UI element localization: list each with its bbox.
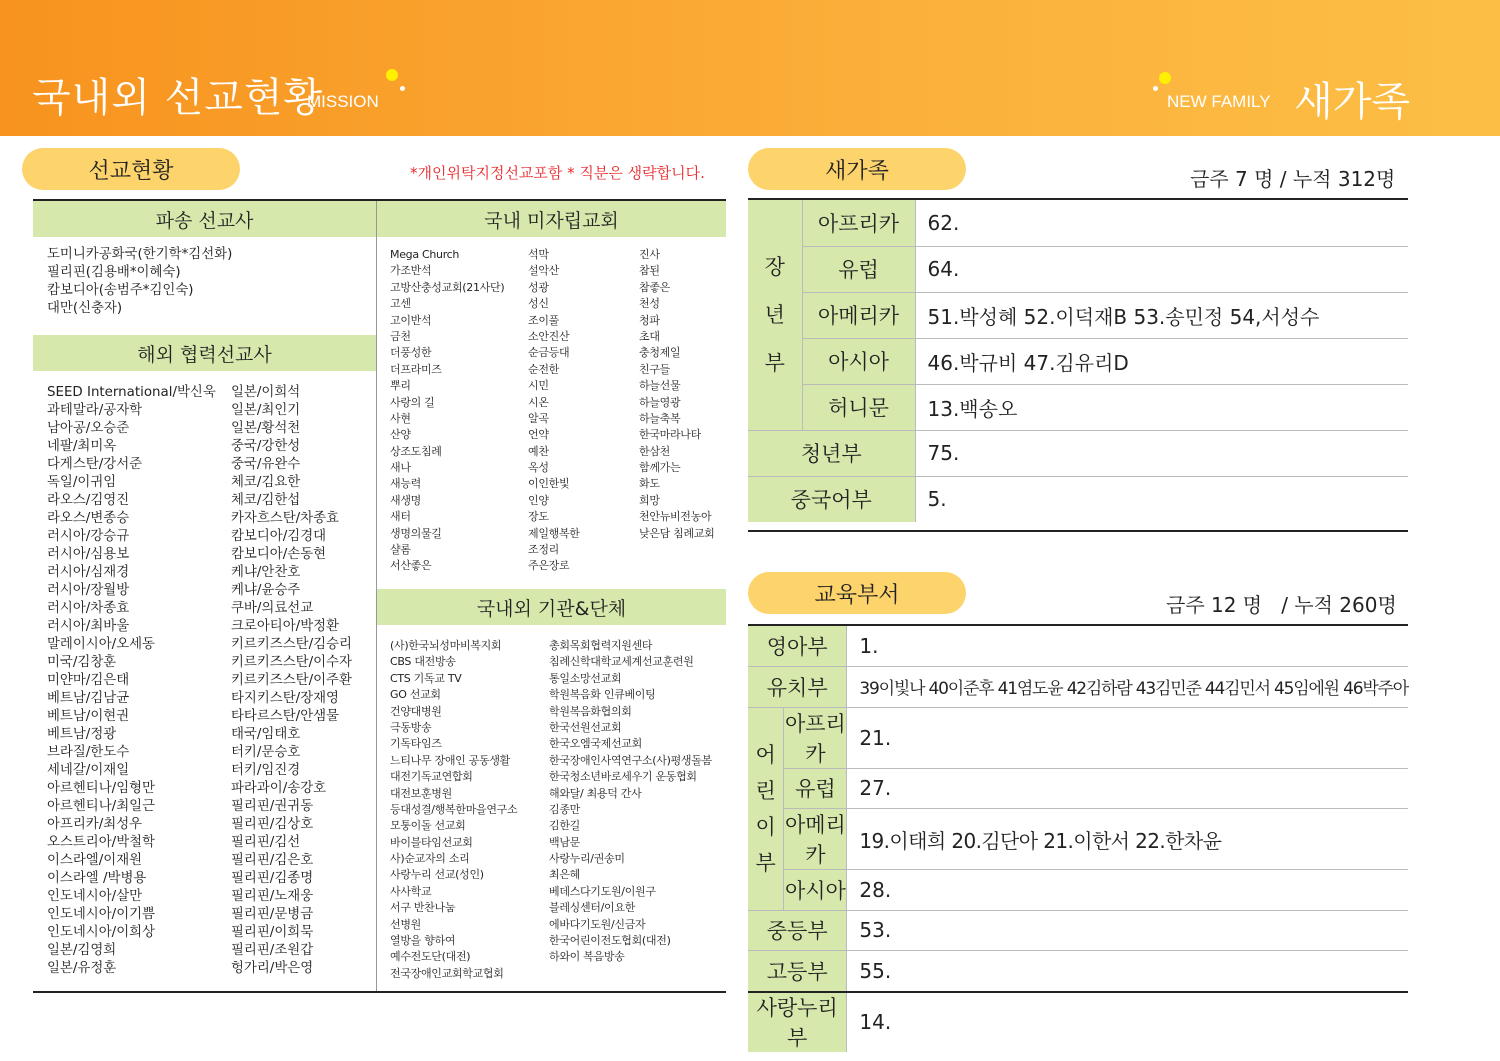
orgs-heading: 국내외 기관&단체 xyxy=(377,589,726,625)
row-label: 허니문 xyxy=(802,384,915,430)
orgs-list-col2 xyxy=(549,638,712,966)
list-item: 한국청소년바로세우기 운동협회 xyxy=(549,770,697,784)
list-item: 캄보디아/손동현 xyxy=(231,547,327,562)
row-label: 중등부 xyxy=(748,910,847,951)
list-item: 언약 xyxy=(528,428,549,442)
list-item: 필리핀/김상호 xyxy=(231,817,314,832)
list-item: 침례신학대학교세계선교훈련원 xyxy=(549,655,694,669)
row-label: 고등부 xyxy=(748,951,847,992)
list-item: 일본/김영희 xyxy=(47,943,117,958)
row-label: 아시아 xyxy=(784,870,847,911)
list-item: 아르헨티나/최일근 xyxy=(47,799,155,814)
list-item: 김한길 xyxy=(549,819,580,833)
list-item: 사랑누리 선교(성인) xyxy=(390,868,484,882)
row-label: 청년부 xyxy=(748,430,915,476)
list-item: 더풍성한 xyxy=(390,346,432,360)
row-value: 13.백송오 xyxy=(915,384,1408,430)
list-item: 러시아/차종효 xyxy=(47,601,130,616)
list-item: 성신 xyxy=(528,297,549,311)
list-item: 캄보디아/김경대 xyxy=(231,529,327,544)
row-label: 사랑누리부 xyxy=(748,991,847,1052)
list-item: 도미니카공화국(한기학*김선화) xyxy=(47,247,233,262)
list-item: 인도네시아/이희상 xyxy=(47,925,155,940)
row-value: 75. xyxy=(915,430,1408,476)
dispatched-heading: 파송 선교사 xyxy=(33,201,376,237)
dispatched-list xyxy=(47,246,232,318)
list-item: 고방산충성교회(21사단) xyxy=(390,280,505,294)
list-item: 과테말라/공자학 xyxy=(47,403,143,418)
list-item: 기독타임즈 xyxy=(390,737,442,751)
list-item: 건양대병원 xyxy=(390,704,442,718)
list-item: 등대성결/행복한마을연구소 xyxy=(390,802,518,816)
list-item: 필리핀/이희묵 xyxy=(231,925,314,940)
list-item: 학원복음화 인큐베이팅 xyxy=(549,688,656,702)
list-item: 소안진산 xyxy=(528,329,570,343)
list-item: 충청제일 xyxy=(639,346,681,360)
list-item: 타타르스탄/안샘물 xyxy=(231,709,339,724)
list-item: 필리핀(김용배*이혜숙) xyxy=(47,265,181,280)
yellow-dot-icon xyxy=(1159,72,1171,84)
row-value: 51.박성혜 52.이덕재B 53.송민정 54,서성수 xyxy=(915,292,1408,338)
newfamily-title: 새가족 xyxy=(1294,79,1410,125)
list-item: 산양 xyxy=(390,428,411,442)
list-item: 가조반석 xyxy=(390,264,432,278)
list-item: 러시아/심용보 xyxy=(47,547,130,562)
list-item: 필리핀/문병금 xyxy=(231,907,314,922)
list-item: 함께가는 xyxy=(639,461,681,475)
list-item: SEED International/박신욱 xyxy=(47,385,216,400)
orgs-list-col1 xyxy=(390,638,517,982)
row-value: 28. xyxy=(847,870,1408,911)
newfamily-subtitle: NEW FAMILY xyxy=(1167,92,1271,111)
list-item: 케냐/안찬호 xyxy=(231,565,301,580)
list-item: 금천 xyxy=(390,329,411,343)
list-item: 인도네시아/살만 xyxy=(47,889,143,904)
list-item: 사랑누리/권송미 xyxy=(549,852,625,866)
list-item: 독일/이귀임 xyxy=(47,475,117,490)
newfamily-pill: 새가족 xyxy=(748,148,966,190)
row-value: 46.박규비 47.김유리D xyxy=(915,338,1408,384)
list-item: 조정리 xyxy=(528,543,559,557)
list-item: 고센 xyxy=(390,297,411,311)
list-item: 아르헨티나/임형만 xyxy=(47,781,155,796)
list-item: 체코/김요한 xyxy=(231,475,301,490)
list-item: 초대 xyxy=(639,329,660,343)
mission-subtitle: MISSION xyxy=(307,92,379,111)
list-item: 시온 xyxy=(528,395,549,409)
list-item: CTS 기독교 TV xyxy=(390,671,462,685)
row-label: 유럽 xyxy=(802,246,915,292)
list-item: 일본/이희석 xyxy=(231,385,301,400)
list-item: 필리핀/노재웅 xyxy=(231,889,314,904)
adult-group-label: 장 년 부 xyxy=(748,200,802,430)
list-item: 친구들 xyxy=(639,362,670,376)
list-item: 러시아/심재경 xyxy=(47,565,130,580)
list-item: 세네갈/이재일 xyxy=(47,763,130,778)
list-item: 사랑의 길 xyxy=(390,395,435,409)
list-item: 백남문 xyxy=(549,835,580,849)
list-item: 키르키즈스탄/이수자 xyxy=(231,655,352,670)
list-item: 일본/황석천 xyxy=(231,421,301,436)
list-item: 서산좋은 xyxy=(390,559,432,573)
row-value: 14. xyxy=(859,1009,892,1034)
list-item: 하와이 복음방송 xyxy=(549,950,625,964)
list-item: 필리핀/권귀동 xyxy=(231,799,314,814)
list-item: 주은장로 xyxy=(528,559,570,573)
row-label: 유치부 xyxy=(748,667,847,708)
row-value: 19.이태희 20.김단아 21.이한서 22.한차윤 xyxy=(847,809,1408,870)
list-item: 남아공/오승준 xyxy=(47,421,130,436)
row-label: 아프리카 xyxy=(802,200,915,246)
list-item: 베트남/김남균 xyxy=(47,691,130,706)
list-item: 더프라미즈 xyxy=(390,362,442,376)
list-item: 사)순교자의 소리 xyxy=(390,852,470,866)
list-item: 필리핀/김선 xyxy=(231,835,301,850)
yellow-dot-icon xyxy=(386,69,398,81)
list-item: 제일행복한 xyxy=(528,526,580,540)
list-item: 학원복음화협의회 xyxy=(549,704,632,718)
list-item: 희망 xyxy=(639,493,660,507)
list-item: 옥성 xyxy=(528,461,549,475)
divider xyxy=(748,530,1408,532)
list-item: 대전보훈병원 xyxy=(390,786,452,800)
newfamily-count: 금주 7 명 / 누적 312명 xyxy=(1190,167,1396,191)
list-item: CBS 대전방송 xyxy=(390,655,456,669)
white-dot-icon xyxy=(400,86,405,91)
list-item: 말레이시아/오세동 xyxy=(47,637,155,652)
list-item: 러시아/장월방 xyxy=(47,583,130,598)
list-item: 이스라엘 /박병용 xyxy=(47,871,147,886)
list-item: 캄보디아(송범주*김인숙) xyxy=(47,283,194,298)
list-item: 새생명 xyxy=(390,493,421,507)
list-item: 라오스/김영진 xyxy=(47,493,130,508)
list-item: 이스라엘/이재원 xyxy=(47,853,143,868)
list-item: 한국마라나타 xyxy=(639,428,701,442)
list-item: 파라과이/송강호 xyxy=(231,781,327,796)
list-item: 화도 xyxy=(639,477,660,491)
list-item: 설악산 xyxy=(528,264,559,278)
list-item: 케냐/윤승주 xyxy=(231,583,301,598)
list-item: 대전기독교연합회 xyxy=(390,770,473,784)
list-item: 진사 xyxy=(639,248,660,261)
divider xyxy=(33,991,726,993)
list-item: 중국/강한성 xyxy=(231,439,301,454)
row-value: 53. xyxy=(847,910,1408,951)
list-item: 통일소망선교회 xyxy=(549,671,622,685)
row-label: 아메리카 xyxy=(802,292,915,338)
list-item: 생명의물길 xyxy=(390,526,442,540)
row-value: 55. xyxy=(847,951,1408,992)
list-item: 사사학교 xyxy=(390,884,432,898)
list-item: 러시아/강승규 xyxy=(47,529,130,544)
list-item: 김종만 xyxy=(549,802,580,816)
domestic-list-col3 xyxy=(639,247,714,542)
list-item: 한국장애인사역연구소(사)평생돌봄 xyxy=(549,753,712,767)
white-dot-icon xyxy=(1153,86,1158,91)
header-banner xyxy=(0,0,1500,136)
list-item: 터키/문승호 xyxy=(231,745,301,760)
education-pill: 교육부서 xyxy=(748,572,966,614)
list-item: 낮은담 침례교회 xyxy=(639,526,715,540)
row-value: 39이빛나 40이준후 41염도윤 42김하람 43김민준 44김민서 45임에원 46박주아 xyxy=(847,667,1408,708)
list-item: 다게스탄/강서준 xyxy=(47,457,143,472)
overseas-heading: 해외 협력선교사 xyxy=(33,335,376,371)
list-item: 이인한빛 xyxy=(528,477,570,491)
list-item: 천성 xyxy=(639,297,660,311)
list-item: 헝가리/박은영 xyxy=(231,961,314,976)
overseas-list-col1 xyxy=(47,384,216,978)
list-item: 인양 xyxy=(528,493,549,507)
list-item: 해와달/ 최용덕 간사 xyxy=(549,786,642,800)
list-item: 라오스/변종승 xyxy=(47,511,130,526)
list-item: 네팔/최미옥 xyxy=(47,439,117,454)
list-item: 미얀마/김은태 xyxy=(47,673,130,688)
list-item: 새터 xyxy=(390,510,411,524)
row-label: 아프리카 xyxy=(784,707,847,768)
row-label: 중국어부 xyxy=(748,476,915,522)
list-item: 예수전도단(대전) xyxy=(390,950,471,964)
row-label: 영아부 xyxy=(748,626,847,667)
row-label: 유럽 xyxy=(784,768,847,809)
list-item: 카자흐스탄/차종효 xyxy=(231,511,339,526)
list-item: 일본/최인기 xyxy=(231,403,301,418)
list-item: 한국오엠국제선교회 xyxy=(549,737,642,751)
list-item: 천안뉴비전농아 xyxy=(639,510,712,524)
list-item: 바이블타임선교회 xyxy=(390,835,473,849)
list-item: 순금등대 xyxy=(528,346,570,360)
list-item: 서구 반찬나눔 xyxy=(390,901,456,915)
list-item: 하늘축복 xyxy=(639,411,681,425)
list-item: 베트남/이현권 xyxy=(47,709,130,724)
list-item: 총회목회협력지원센타 xyxy=(549,639,653,652)
list-item: 한국선원선교회 xyxy=(549,720,622,734)
list-item: 터키/임진경 xyxy=(231,763,301,778)
list-item: 미국/김창훈 xyxy=(47,655,117,670)
list-item: 에바다기도원/신금자 xyxy=(549,917,646,931)
row-value: 21. xyxy=(847,707,1408,768)
list-item: 필리핀/김종명 xyxy=(231,871,314,886)
domestic-heading: 국내 미자립교회 xyxy=(377,201,726,237)
list-item: 한삼천 xyxy=(639,444,670,458)
mission-note: *개인위탁지정선교포함 * 직분은 생략합니다. xyxy=(410,164,705,182)
list-item: 블레싱센터/이요한 xyxy=(549,901,636,915)
list-item: 장도 xyxy=(528,510,549,524)
list-item: 알곡 xyxy=(528,411,549,425)
list-item: 하늘영광 xyxy=(639,395,681,409)
list-item: 키르키즈스탄/김승리 xyxy=(231,637,352,652)
list-item: 쿠바/의료선교 xyxy=(231,601,314,616)
list-item: 태국/임태호 xyxy=(231,727,301,742)
mission-title: 국내외 선교현황 xyxy=(32,75,324,121)
list-item: 참좋은 xyxy=(639,280,670,294)
list-item: 러시아/최바울 xyxy=(47,619,130,634)
list-item: 참된 xyxy=(639,264,660,278)
list-item: 새나 xyxy=(390,461,411,475)
list-item: 새능력 xyxy=(390,477,421,491)
row-value: 64. xyxy=(915,246,1408,292)
list-item: 인도네시아/이기쁨 xyxy=(47,907,155,922)
list-item: 청파 xyxy=(639,313,660,327)
divider xyxy=(748,991,1408,993)
overseas-list-col2 xyxy=(231,384,352,978)
list-item: 크로아티아/박정환 xyxy=(231,619,339,634)
list-item: 브라질/한도수 xyxy=(47,745,130,760)
list-item: 베트남/정광 xyxy=(47,727,117,742)
row-label: 아시아 xyxy=(802,338,915,384)
domestic-list-col1 xyxy=(390,247,504,575)
list-item: 열방을 향하여 xyxy=(390,934,456,948)
list-item: 오스트리아/박철학 xyxy=(47,835,155,850)
list-item: 석막 xyxy=(528,248,549,261)
list-item: 사현 xyxy=(390,411,411,425)
row-label: 아메리카 xyxy=(784,809,847,870)
row-value: 1. xyxy=(847,626,1408,667)
list-item: 순전한 xyxy=(528,362,559,376)
domestic-list-col2 xyxy=(528,247,580,575)
list-item: 선병원 xyxy=(390,917,421,931)
list-item: 느티나무 장애인 공동생활 xyxy=(390,753,510,767)
list-item: 최은혜 xyxy=(549,868,580,882)
list-item: 필리핀/김은호 xyxy=(231,853,314,868)
mission-pill: 선교현황 xyxy=(22,148,240,190)
list-item: 대만(신충자) xyxy=(47,301,123,316)
list-item: 샬롬 xyxy=(390,543,411,557)
list-item: 모퉁이돌 선교회 xyxy=(390,819,466,833)
row-value: 5. xyxy=(927,487,947,512)
children-group-label: 어 린 이 부 xyxy=(748,707,784,910)
list-item: 한국어린이전도협회(대전) xyxy=(549,934,671,948)
list-item: 일본/유정훈 xyxy=(47,961,117,976)
list-item: Mega Church xyxy=(390,248,460,261)
list-item: 중국/유완수 xyxy=(231,457,301,472)
list-item: 시민 xyxy=(528,379,549,393)
row-value: 27. xyxy=(847,768,1408,809)
row-value: 62. xyxy=(915,200,1408,246)
list-item: 체코/김한섭 xyxy=(231,493,301,508)
education-table xyxy=(748,626,1408,1052)
list-item: 베데스다기도원/이원구 xyxy=(549,884,656,898)
list-item: 고이반석 xyxy=(390,313,432,327)
list-item: 성광 xyxy=(528,280,549,294)
list-item: 타지키스탄/장재영 xyxy=(231,691,339,706)
list-item: GO 선교회 xyxy=(390,688,441,702)
list-item: 극동방송 xyxy=(390,720,432,734)
list-item: (사)한국뇌성마비복지회 xyxy=(390,639,502,652)
list-item: 하늘선물 xyxy=(639,379,681,393)
list-item: 키르키즈스탄/이주환 xyxy=(231,673,352,688)
education-count: 금주 12 명 / 누적 260명 xyxy=(1166,593,1397,617)
list-item: 예찬 xyxy=(528,444,549,458)
list-item: 상조도침례 xyxy=(390,444,442,458)
list-item: 필리핀/조원갑 xyxy=(231,943,314,958)
list-item: 뿌리 xyxy=(390,379,411,393)
list-item: 조이풀 xyxy=(528,313,559,327)
list-item: 전국장애인교회학교협회 xyxy=(390,966,504,980)
list-item: 아프리카/최성우 xyxy=(47,817,143,832)
newfamily-table xyxy=(748,200,1408,522)
